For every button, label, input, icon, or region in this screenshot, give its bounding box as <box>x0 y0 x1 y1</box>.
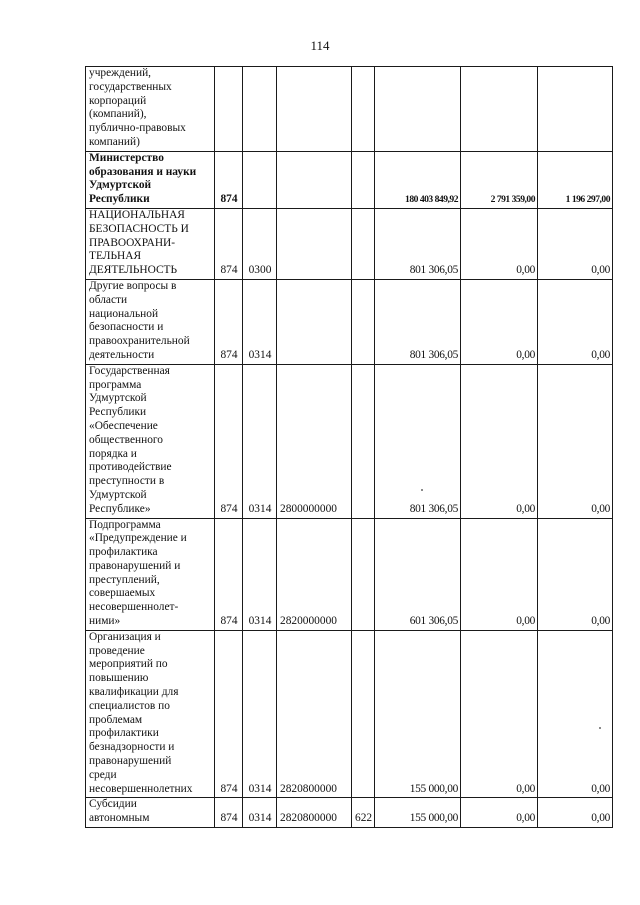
cell-amount-2: 0,00 <box>461 208 538 279</box>
cell-amount-2: 0,00 <box>461 630 538 798</box>
name-line: Республики <box>89 193 150 206</box>
table-row-subprogram <box>86 518 613 630</box>
cell-vr <box>352 630 375 798</box>
name-line: правоохранительной <box>89 335 190 348</box>
name-line: общественного <box>89 433 163 446</box>
cell-amount-2: 0,00 <box>461 518 538 630</box>
cell-rz <box>243 67 277 152</box>
cell-vr <box>352 67 375 152</box>
cell-amount-3: 0,00 <box>538 518 613 630</box>
budget-table <box>85 66 613 828</box>
name-line: профилактики <box>89 727 159 740</box>
cell-amount-1: 801 306,05 <box>375 279 461 364</box>
name-line: ними» <box>89 615 121 628</box>
name-line: правонарушений <box>89 755 172 768</box>
name-line: правонарушений и <box>89 559 181 572</box>
cell-amount-3: 0,00 <box>538 208 613 279</box>
name-line: порядка и <box>89 447 137 460</box>
name-line: компаний) <box>89 135 140 148</box>
table-row-training <box>86 630 613 798</box>
cell-amount-2 <box>461 67 538 152</box>
table-row-subsidies <box>86 798 613 828</box>
cell-amount-1: 155 000,00 <box>375 798 461 828</box>
name-line: области <box>89 293 128 306</box>
cell-name <box>86 364 215 518</box>
cell-csr <box>277 279 352 364</box>
cell-ved: 874 <box>215 798 243 828</box>
cell-csr: 2820800000 <box>277 798 352 828</box>
cell-vr <box>352 279 375 364</box>
cell-csr: 2820000000 <box>277 518 352 630</box>
name-line: Государственная <box>89 364 170 377</box>
cell-name <box>86 798 215 828</box>
name-line: профилактика <box>89 546 158 559</box>
cell-amount-1: 155 000,00 <box>375 630 461 798</box>
name-line: специалистов по <box>89 699 170 712</box>
cell-rz: 0314 <box>243 798 277 828</box>
cell-amount-2: 0,00 <box>461 279 538 364</box>
cell-ved: 874 <box>215 630 243 798</box>
cell-amount-2: 0,00 <box>461 798 538 828</box>
cell-csr: 2820800000 <box>277 630 352 798</box>
name-line: «Обеспечение <box>89 419 158 432</box>
name-line: государственных <box>89 80 172 93</box>
name-line: Министерство <box>89 151 164 164</box>
name-line: квалификации для <box>89 686 179 699</box>
name-line: безопасности и <box>89 321 164 334</box>
table-row-national-security <box>86 208 613 279</box>
name-line: среди <box>89 768 117 781</box>
name-line: преступности в <box>89 475 165 488</box>
name-line: автономным <box>89 812 150 825</box>
name-line: ПРАВООХРАНИ- <box>89 236 176 249</box>
cell-ved: 874 <box>215 279 243 364</box>
name-line: корпораций <box>89 94 147 107</box>
name-line: НАЦИОНАЛЬНАЯ <box>89 208 185 221</box>
cell-rz <box>243 151 277 208</box>
cell-csr: 2800000000 <box>277 364 352 518</box>
name-line: преступлений, <box>89 573 160 586</box>
cell-amount-1: 601 306,05 <box>375 518 461 630</box>
cell-amount-2: 0,00 <box>461 364 538 518</box>
name-line: совершаемых <box>89 587 156 600</box>
cell-csr <box>277 151 352 208</box>
cell-name <box>86 208 215 279</box>
table-row-state-program <box>86 364 613 518</box>
cell-amount-3: 0,00 <box>538 630 613 798</box>
cell-csr <box>277 208 352 279</box>
name-line: проведение <box>89 644 145 657</box>
cell-name <box>86 518 215 630</box>
name-line: образования и науки <box>89 165 197 178</box>
scan-speck <box>599 727 601 729</box>
cell-name <box>86 67 215 152</box>
name-line: несовершеннолет- <box>89 601 179 614</box>
cell-rz: 0314 <box>243 518 277 630</box>
cell-vr <box>352 151 375 208</box>
table-row-ministry <box>86 151 613 208</box>
cell-rz: 0314 <box>243 279 277 364</box>
name-line: Республике» <box>89 502 151 515</box>
cell-ved: 874 <box>215 208 243 279</box>
cell-vr <box>352 208 375 279</box>
cell-amount-1 <box>375 67 461 152</box>
cell-amount-1: 180 403 849,92 <box>375 151 461 208</box>
scan-speck <box>421 489 423 491</box>
cell-vr <box>352 364 375 518</box>
cell-name <box>86 279 215 364</box>
cell-rz: 0314 <box>243 364 277 518</box>
name-line: несовершеннолетних <box>89 782 193 795</box>
cell-name <box>86 630 215 798</box>
name-line: Другие вопросы в <box>89 279 177 292</box>
name-line: (компаний), <box>89 108 147 121</box>
name-line: ТЕЛЬНАЯ <box>89 250 142 263</box>
name-line: повышению <box>89 672 149 685</box>
name-line: публично-правовых <box>89 122 186 135</box>
table-row-other-issues <box>86 279 613 364</box>
name-line: Удмуртской <box>89 392 147 405</box>
name-line: Субсидии <box>89 798 137 811</box>
name-line: Удмуртской <box>89 179 152 192</box>
cell-amount-1: 801 306,05 <box>375 208 461 279</box>
name-line: программа <box>89 378 142 391</box>
cell-amount-3 <box>538 67 613 152</box>
name-line: БЕЗОПАСНОСТЬ И <box>89 222 189 235</box>
cell-ved <box>215 67 243 152</box>
cell-ved: 874 <box>215 151 243 208</box>
name-line: мероприятий по <box>89 658 168 671</box>
name-line: «Предупреждение и <box>89 532 187 545</box>
cell-name <box>86 151 215 208</box>
name-line: Организация и <box>89 630 161 643</box>
name-line: национальной <box>89 307 159 320</box>
cell-rz: 0314 <box>243 630 277 798</box>
name-line: противодействие <box>89 461 172 474</box>
name-line: Республики <box>89 406 147 419</box>
cell-amount-3: 0,00 <box>538 279 613 364</box>
name-line: Подпрограмма <box>89 518 161 531</box>
name-line: Удмуртской <box>89 488 147 501</box>
name-line: учреждений, <box>89 67 152 79</box>
page-number: 114 <box>310 38 330 53</box>
cell-amount-3: 0,00 <box>538 798 613 828</box>
table-row-continuation <box>86 67 613 152</box>
cell-amount-2: 2 791 359,00 <box>461 151 538 208</box>
cell-vr: 622 <box>352 798 375 828</box>
cell-ved: 874 <box>215 364 243 518</box>
cell-amount-3: 0,00 <box>538 364 613 518</box>
name-line: деятельности <box>89 348 155 361</box>
cell-vr <box>352 518 375 630</box>
name-line: безнадзорности и <box>89 741 175 754</box>
name-line: ДЕЯТЕЛЬНОСТЬ <box>89 264 178 277</box>
cell-csr <box>277 67 352 152</box>
cell-amount-3: 1 196 297,00 <box>538 151 613 208</box>
name-line: проблемам <box>89 713 143 726</box>
cell-amount-1: 801 306,05 <box>375 364 461 518</box>
cell-rz: 0300 <box>243 208 277 279</box>
cell-ved: 874 <box>215 518 243 630</box>
